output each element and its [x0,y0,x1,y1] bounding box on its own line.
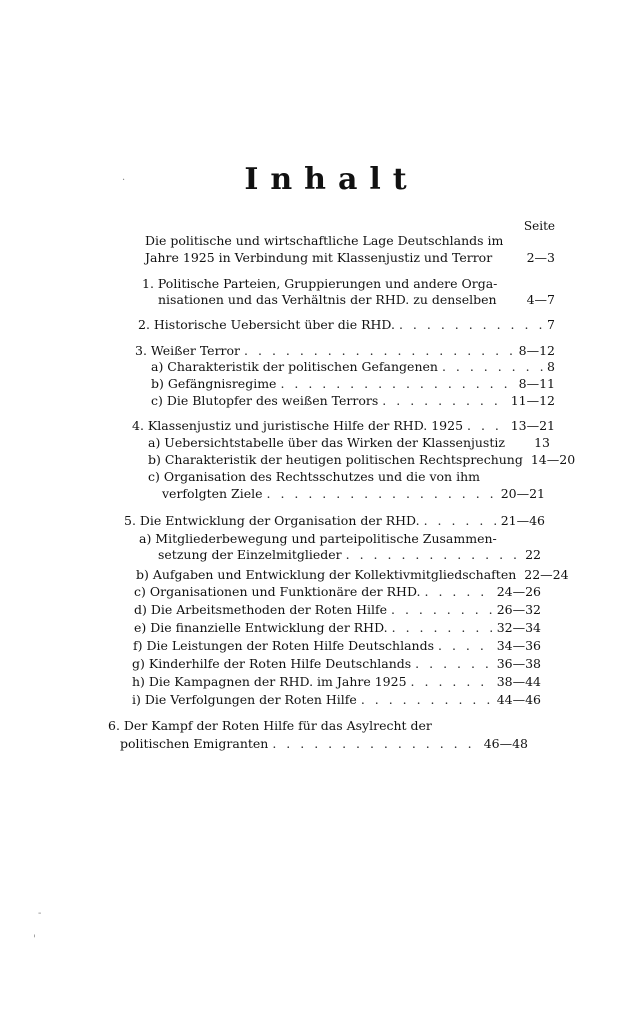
print-speck: - [38,908,42,919]
toc-entry [120,736,528,753]
toc-entry [151,359,555,376]
toc-entry [134,620,541,637]
toc-entry [158,547,541,564]
toc-entry-page: 13 [534,435,550,450]
toc-entry-text: politischen Emigranten [120,736,269,751]
toc-entry [139,531,501,548]
toc-entry [133,638,541,655]
toc-entry-page: 4—7 [526,292,555,307]
toc-entry-text: 5. Die Entwicklung der Organisation der RHD. [124,513,420,528]
print-speck: ' [33,934,36,945]
toc-entry [145,233,555,250]
toc-entry-text: c) Die Blutopfer des weißen Terrors [151,393,379,408]
toc-entry [135,343,555,360]
toc-entry [162,486,545,503]
toc-entry-page: 20—21 [500,486,545,501]
toc-entry-page: 32—34 [496,620,541,635]
toc-entry-page: 24—26 [496,584,541,599]
toc-entry-text: a) Charakteristik der politischen Gefangenen [151,359,438,374]
toc-entry [134,584,541,601]
toc-entry [142,276,555,293]
toc-entry-text: c) Organisationen und Funktionäre der RHD. [134,584,421,599]
toc-entry-page: 8—12 [518,343,555,358]
toc-entry [148,469,503,486]
toc-entry-text: c) Organisation des Rechtsschutzes und die von ihm [148,469,480,484]
toc-entry-text: 3. Weißer Terror [135,343,241,358]
toc-entry-text: e) Die finanzielle Entwicklung der RHD. [134,620,388,635]
toc-entry [108,718,524,735]
toc-entry-text: b) Gefängnisregime [151,376,277,391]
toc-entry-text: setzung der Einzelmitglieder [158,547,342,562]
toc-entry-text: b) Charakteristik der heutigen politischen Rechtsprechung [148,452,523,467]
toc-entry-text: f) Die Leistungen der Roten Hilfe Deutschlands [133,638,435,653]
toc-entry-page: 22—24 [524,567,569,582]
toc-entry [151,393,555,410]
toc-entry-text: nisationen und das Verhältnis der RHD. zu denselben [158,292,497,307]
toc-entry-page: 36—38 [496,656,541,671]
toc-entry [132,674,541,691]
toc-entry [148,452,576,469]
toc-entry [138,317,555,334]
toc-entry [151,376,555,393]
toc-entry [132,418,555,435]
toc-entry-page: 44—46 [496,692,541,707]
toc-entry-text: verfolgten Ziele [162,486,263,501]
toc-entry-text: d) Die Arbeitsmethoden der Roten Hilfe [134,602,388,617]
page-title: Inhalt [244,162,419,197]
toc-entry-text: a) Uebersichtstabelle über das Wirken der Klassenjustiz [148,435,505,450]
toc-entry-text: h) Die Kampagnen der RHD. im Jahre 1925 [132,674,407,689]
toc-entry [132,692,541,709]
toc-entry-text: 1. Politische Parteien, Gruppierungen und andere Orga- [142,276,498,291]
toc-entry [145,250,555,267]
toc-entry-page: 8—11 [518,376,555,391]
toc-entry-page: 11—12 [510,393,555,408]
toc-entry-text: 2. Historische Uebersicht über die RHD. [138,317,395,332]
toc-entry [158,292,555,309]
toc-entry-text: a) Mitgliederbewegung und parteipolitische Zusammen- [139,531,497,546]
toc-entry [124,513,545,530]
toc-entry-text: g) Kinderhilfe der Roten Hilfe Deutschlands [132,656,412,671]
toc-entry-text: i) Die Verfolgungen der Roten Hilfe [132,692,357,707]
toc-entry-page: 2—3 [526,250,555,265]
toc-entry-page: 38—44 [496,674,541,689]
toc-entry-page: 26—32 [496,602,541,617]
toc-entry-text: b) Aufgaben und Entwicklung der Kollektivmitgliedschaften [136,567,517,582]
toc-entry [134,602,541,619]
print-speck: · [122,175,126,186]
toc-entry-text: Die politische und wirtschaftliche Lage Deutschlands im [145,233,504,248]
toc-entry-page: 13—21 [510,418,555,433]
toc-entry-page: 7 [547,317,555,332]
toc-entry-page: 8 [547,359,555,374]
toc-entry-page: 46—48 [483,736,528,751]
toc-entry-text: Jahre 1925 in Verbindung mit Klassenjustiz und Terror [145,250,493,265]
toc-entry-page: 34—36 [496,638,541,653]
toc-entry-page: 22 [525,547,541,562]
toc-entry-page: 21—46 [500,513,545,528]
toc-entry [132,656,541,673]
page-column-header: Seite [523,219,555,233]
toc-entry [136,567,569,584]
toc-entry-text: 6. Der Kampf der Roten Hilfe für das Asylrecht der [108,718,432,733]
toc-entry-page: 14—20 [530,452,576,467]
toc-entry [148,435,550,452]
toc-entry-text: 4. Klassenjustiz und juristische Hilfe der RHD. 1925 [132,418,464,433]
